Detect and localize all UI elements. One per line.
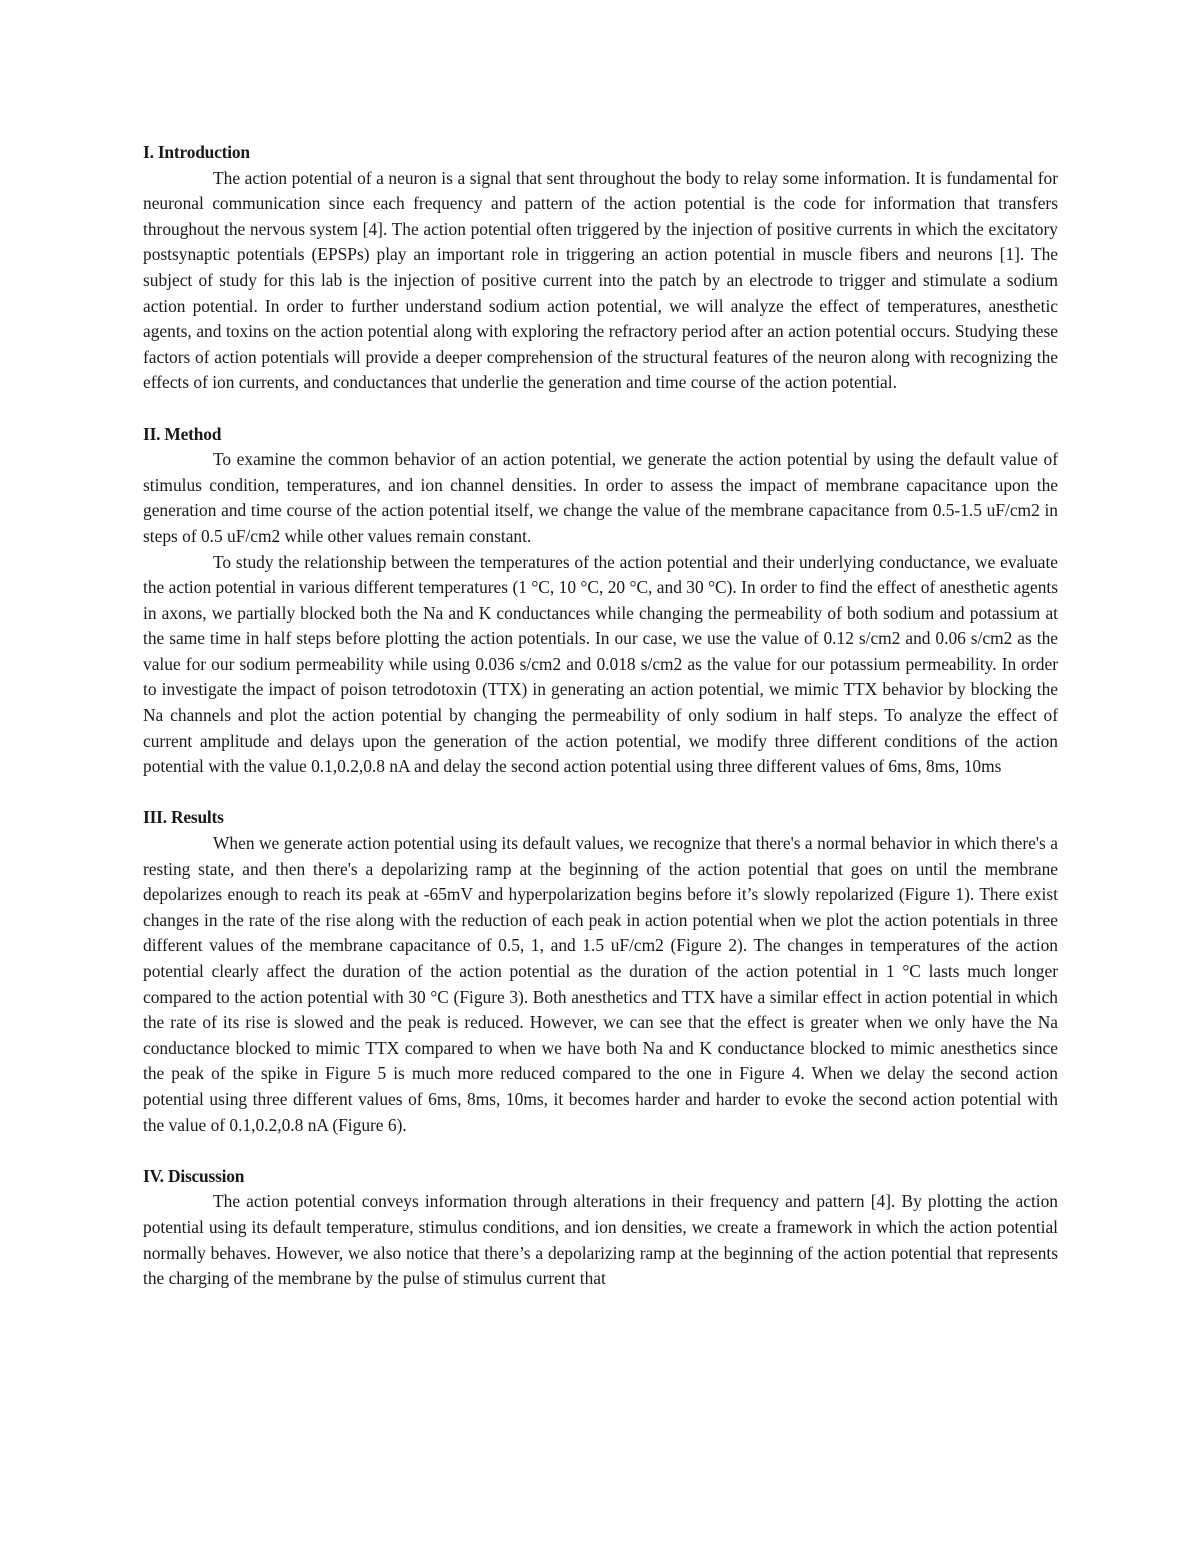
- document-page: [143, 140, 1058, 1317]
- section-introduction: [143, 140, 1058, 396]
- section-heading: I. Introduction: [143, 142, 250, 162]
- section-results: [143, 805, 1058, 1138]
- section-heading: III. Results: [143, 807, 224, 828]
- section-method: [143, 422, 1058, 780]
- paragraph: When we generate action potential using its default values, we recognize that there's a normal behavior in which there's a resting state, and then there's a depolarizing ramp at the beginning of the action potential that goes on until the membrane depolarizes enough to reach its peak at -65mV and hyperpolarization begins before it’s slowly repolarized (Figure 1). There exist changes in the rate of the rise along with the reduction of each peak in action potential when we plot the action potentials in three different values of the membrane capacitance of 0.5, 1, and 1.5 uF/cm2 (Figure 2). The changes in temperatures of the action potential clearly affect the duration of the action potential as the duration of the action potential in 1 °C lasts much longer compared to the action potential with 30 °C (Figure 3). Both anesthetics and TTX have a similar effect in action potential in which the rate of its rise is slowed and the peak is reduced. However, we can see that the effect is greater when we only have the Na conductance blocked to mimic TTX compared to when we have both Na and K conductance blocked to mimic anesthetics since the peak of the spike in Figure 5 is much more reduced compared to the one in Figure 4. When we delay the second action potential using three different values of 6ms, 8ms, 10ms, it becomes harder and harder to evoke the second action potential with the value of 0.1,0.2,0.8 nA (Figure 6).: [143, 833, 1058, 1135]
- paragraph: The action potential conveys information through alterations in their frequency and pattern [4]. By plotting the action potential using its default temperature, stimulus conditions, and ion densities, we create a framework in which the action potential normally behaves. However, we also notice that there’s a depolarizing ramp at the beginning of the action potential that represents the charging of the membrane by the pulse of stimulus current that: [143, 1191, 1058, 1289]
- paragraph: The action potential of a neuron is a signal that sent throughout the body to relay some information. It is fundamental for neuronal communication since each frequency and pattern of the action potential is the code for information that transfers throughout the nervous system [4]. The action potential often triggered by the injection of positive currents in which the excitatory postsynaptic potentials (EPSPs) play an important role in triggering an action potential in muscle fibers and neurons [1]. The subject of study for this lab is the injection of positive current into the patch by an electrode to trigger and stimulate a sodium action potential. In order to further understand sodium action potential, we will analyze the effect of temperatures, anesthetic agents, and toxins on the action potential along with exploring the refractory period after an action potential occurs. Studying these factors of action potentials will provide a deeper comprehension of the structural features of the neuron along with recognizing the effects of ion currents, and conductances that underlie the generation and time course of the action potential.: [143, 167, 1058, 393]
- section-heading: IV. Discussion: [143, 1165, 245, 1186]
- section-discussion: [143, 1164, 1058, 1292]
- section-heading: II. Method: [143, 423, 222, 444]
- paragraph: To study the relationship between the temperatures of the action potential and their underlying conductance, we evaluate the action potential in various different temperatures (1 °C, 10 °C, 20 °C, and 30 °C). In order to find the effect of anesthetic agents in axons, we partially blocked both the Na and K conductances while changing the permeability of both sodium and potassium at the same time in half steps before plotting the action potentials. In our case, we use the value of 0.12 s/cm2 and 0.06 s/cm2 as the value for our sodium permeability while using 0.036 s/cm2 and 0.018 s/cm2 as the value for our potassium permeability. In order to investigate the impact of poison tetrodotoxin (TTX) in generating an action potential, we mimic TTX behavior by blocking the Na channels and plot the action potential by changing the permeability of only sodium in half steps. To analyze the effect of current amplitude and delays upon the generation of the action potential, we modify three different conditions of the action potential with the value 0.1,0.2,0.8 nA and delay the second action potential using three different values of 6ms, 8ms, 10ms: [143, 551, 1058, 777]
- paragraph: To examine the common behavior of an action potential, we generate the action potential by using the default value of stimulus condition, temperatures, and ion channel densities. In order to assess the impact of membrane capacitance upon the generation and time course of the action potential itself, we change the value of the membrane capacitance from 0.5-1.5 uF/cm2 in steps of 0.5 uF/cm2 while other values remain constant.: [143, 449, 1058, 546]
